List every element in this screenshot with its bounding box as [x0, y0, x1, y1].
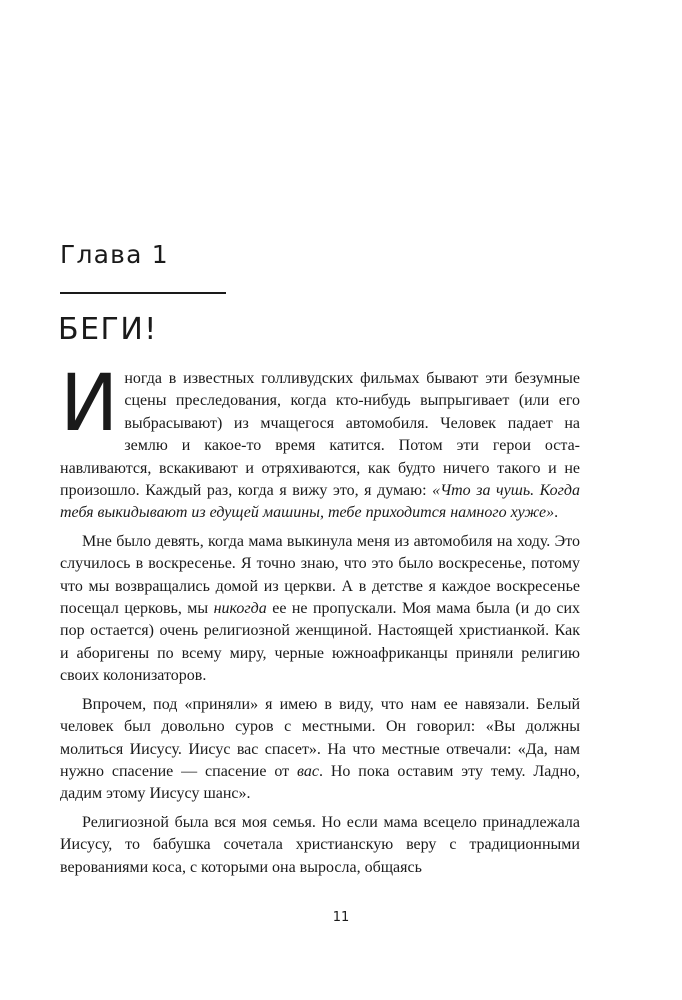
paragraph-1: [60, 359, 581, 525]
chapter-label: Глава 1: [60, 240, 169, 269]
italic-word: никогда: [213, 600, 267, 618]
paragraph-3: [60, 694, 580, 806]
drop-cap: И: [60, 359, 119, 449]
paragraph-text: . Но пока оставим эту тему. Ладно, дадим этому Иисусу шанс».: [60, 762, 581, 803]
paragraph-text: .: [554, 504, 559, 522]
paragraph-text: ногда в известных голливудских фильмах бывают эти безумные сцены преследования, когда кто-нибудь выпрыгивает (или его выбрасывают) из мчащегося автомобиля. Человек падает на землю и какое-то время катится. Потом эти герои останавливаются, вскакивают и отряхиваются, как будто ничего такого и не произошло. Каждый раз, когда я вижу это, я думаю:: [60, 370, 580, 500]
paragraph-4: [60, 812, 580, 879]
body-text: [60, 359, 581, 885]
paragraph-text: Впрочем, под «приняли» я имею в виду, что нам ее навязали. Белый человек был довольно суров с местными. Он говорил: «Вы должны молиться Иисусу. Иисус вас спасет». На что местные отвечали: «Да, нам нужно спасение — спасение от: [60, 695, 580, 780]
chapter-title: БЕГИ!: [58, 312, 158, 347]
page-number: 11: [332, 910, 350, 925]
chapter-divider: [60, 292, 226, 294]
paragraph-text: ее не пропускали. Моя мама была (и до сих пор остается) очень религиозной женщиной. Настоящей христианкой. Как и аборигены по всему миру, черные южноафриканцы приняли религию своих колонизаторов.: [60, 600, 581, 685]
paragraph-text: Религиозной была вся моя семья. Но если мама всецело принадлежала Иисусу, то бабушка сочетала христианскую веру с традиционными верованиями коса, с которыми она выросла, общаясь: [60, 813, 580, 876]
paragraph-2: [60, 531, 580, 688]
italic-quote: «Что за чушь. Когда тебя выкидывают из едущей машины, тебе приходится намного хуже»: [60, 482, 581, 522]
paragraph-text: Мне было девять, когда мама выкинула меня из автомобиля на ходу. Это случилось в воскресенье. Я точно знаю, что это было воскресенье, потому что мы возвращались домой из церкви. А в детстве я каждое воскресенье посещал церковь, мы: [60, 532, 580, 618]
italic-word: вас: [297, 762, 319, 780]
